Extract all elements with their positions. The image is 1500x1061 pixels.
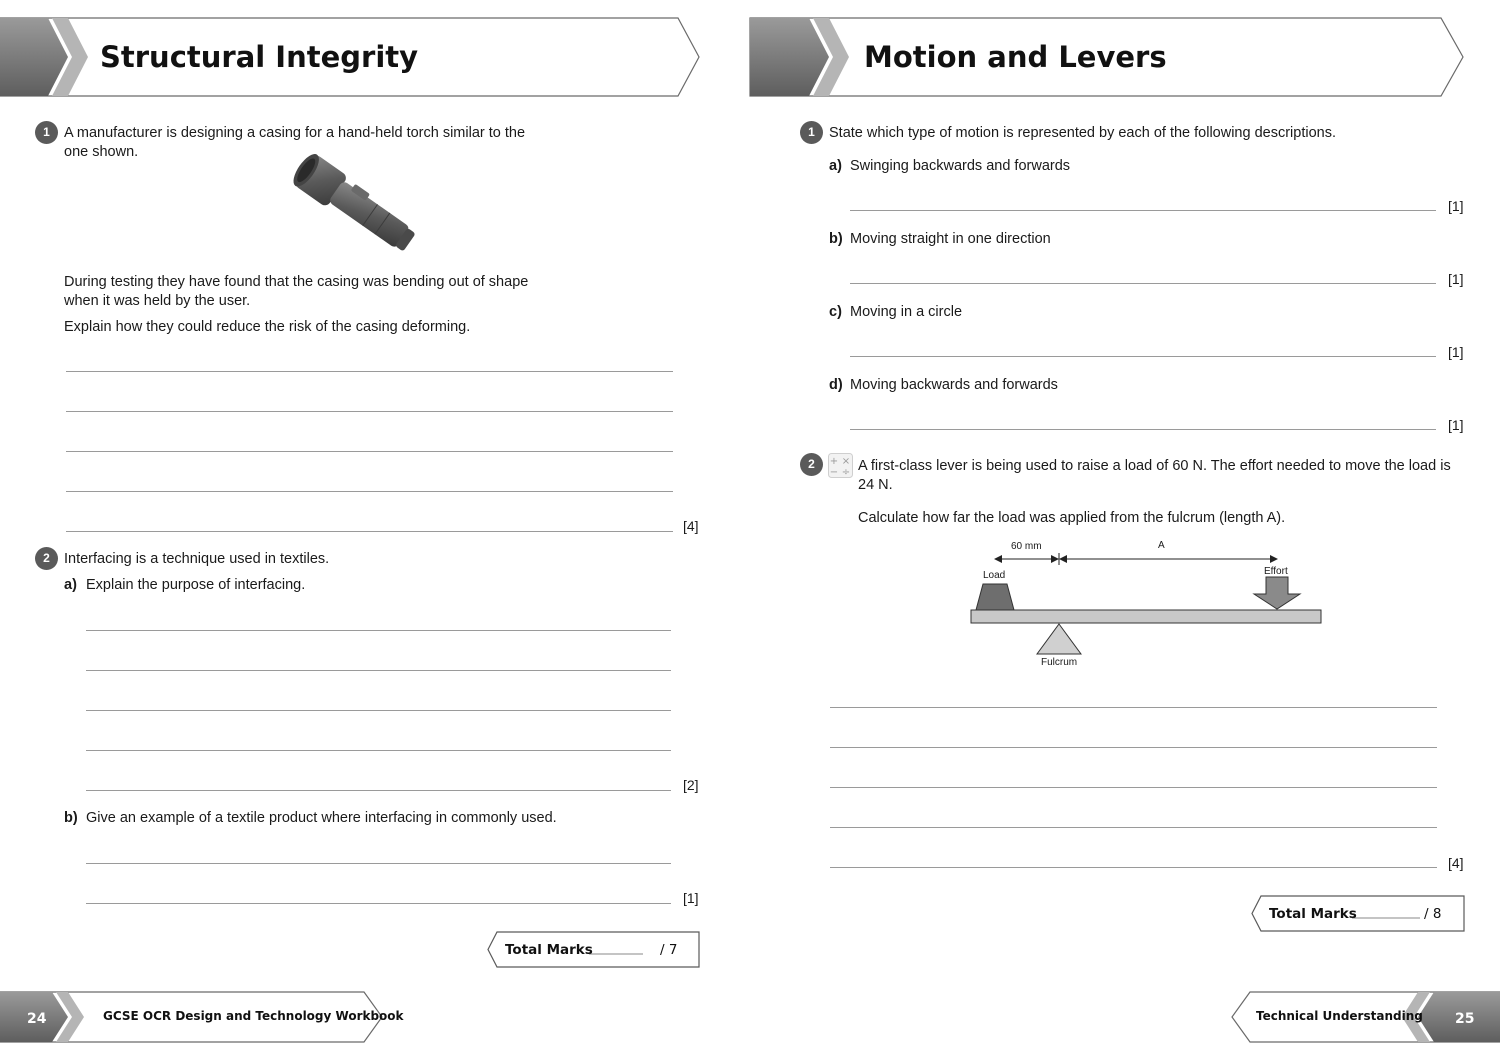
answer-line[interactable] <box>66 451 673 452</box>
part-text: Explain the purpose of interfacing. <box>86 577 306 593</box>
question-text: State which type of motion is represented by each of the following descriptions. <box>829 125 1336 141</box>
answer-line[interactable] <box>850 429 1436 430</box>
part-text: Moving in a circle <box>850 304 963 320</box>
question-text: During testing they have found that the casing was bending out of shape <box>64 274 529 290</box>
answer-line[interactable] <box>66 411 673 412</box>
question-prompt: Calculate how far the load was applied from the fulcrum (length A). <box>858 510 1286 526</box>
marks-label: [4] <box>1448 855 1464 871</box>
question-text: one shown. <box>64 144 139 160</box>
marks-label: [1] <box>1448 198 1464 214</box>
effort-label: Effort <box>1264 566 1288 577</box>
svg-text:×: × <box>841 456 851 467</box>
marks-label: [1] <box>1448 271 1464 287</box>
svg-text:−: − <box>829 467 839 478</box>
fulcrum-label: Fulcrum <box>1041 657 1078 668</box>
question-text: 24 N. <box>858 477 893 493</box>
part-label: d) <box>829 377 843 393</box>
fulcrum-triangle <box>1037 624 1081 654</box>
effort-arrow <box>1254 577 1300 609</box>
answer-line[interactable] <box>86 863 671 864</box>
answer-line[interactable] <box>86 750 671 751</box>
lever-diagram <box>960 534 1330 674</box>
answer-line[interactable] <box>830 707 1437 708</box>
question-text: A first-class lever is being used to raise a load of 60 N. The effort needed to move the load is <box>858 458 1451 474</box>
question-text: A manufacturer is designing a casing for a hand-held torch similar to the <box>64 125 526 141</box>
page-title: Structural Integrity <box>100 40 419 74</box>
answer-line[interactable] <box>850 356 1436 357</box>
answer-line[interactable] <box>830 867 1437 868</box>
dimension-label-a: A <box>1158 540 1165 551</box>
part-text: Moving straight in one direction <box>850 231 1051 247</box>
part-label: a) <box>64 577 77 593</box>
answer-line[interactable] <box>66 531 673 532</box>
lever-beam <box>971 610 1321 623</box>
answer-line[interactable] <box>850 210 1436 211</box>
marks-label: [1] <box>683 890 699 906</box>
question-text: Interfacing is a technique used in textiles. <box>64 551 330 567</box>
question-prompt: Explain how they could reduce the risk of the casing deforming. <box>64 319 471 335</box>
torch-photo-icon <box>282 146 432 268</box>
marks-label: [1] <box>1448 344 1464 360</box>
answer-line[interactable] <box>66 371 673 372</box>
question-number-badge: 1 <box>35 121 58 144</box>
question-number-badge: 2 <box>35 547 58 570</box>
answer-line[interactable] <box>830 827 1437 828</box>
answer-line[interactable] <box>86 903 671 904</box>
page-title: Motion and Levers <box>864 40 1167 74</box>
part-label: b) <box>64 810 78 826</box>
page-number: 24 <box>27 1011 47 1027</box>
question-number-badge: 1 <box>800 121 823 144</box>
marks-label: [4] <box>683 518 699 534</box>
part-label: b) <box>829 231 843 247</box>
total-marks-value: / 7 <box>660 942 678 958</box>
answer-line[interactable] <box>86 710 671 711</box>
load-block <box>976 584 1014 610</box>
answer-line[interactable] <box>86 790 671 791</box>
svg-text:+: + <box>829 456 839 467</box>
part-label: a) <box>829 158 842 174</box>
question-text: when it was held by the user. <box>64 293 251 309</box>
part-text: Swinging backwards and forwards <box>850 158 1071 174</box>
answer-line[interactable] <box>830 787 1437 788</box>
load-label: Load <box>983 570 1006 581</box>
part-text: Give an example of a textile product where interfacing in commonly used. <box>86 810 557 826</box>
part-text: Moving backwards and forwards <box>850 377 1058 393</box>
total-marks-label: Total Marks <box>505 942 593 958</box>
footer-title: Technical Understanding <box>1256 1009 1423 1023</box>
total-marks-value: / 8 <box>1424 906 1442 922</box>
page-number: 25 <box>1455 1011 1475 1027</box>
marks-label: [2] <box>683 777 699 793</box>
svg-text:÷: ÷ <box>841 467 851 478</box>
marks-label: [1] <box>1448 417 1464 433</box>
answer-line[interactable] <box>86 670 671 671</box>
answer-line[interactable] <box>66 491 673 492</box>
answer-line[interactable] <box>86 630 671 631</box>
total-marks-label: Total Marks <box>1269 906 1357 922</box>
dimension-label-60mm: 60 mm <box>1011 541 1042 552</box>
question-number-badge: 2 <box>800 453 823 476</box>
answer-line[interactable] <box>850 283 1436 284</box>
footer-title: GCSE OCR Design and Technology Workbook <box>103 1009 404 1023</box>
calculator-icon <box>828 453 853 478</box>
answer-line[interactable] <box>830 747 1437 748</box>
part-label: c) <box>829 304 842 320</box>
